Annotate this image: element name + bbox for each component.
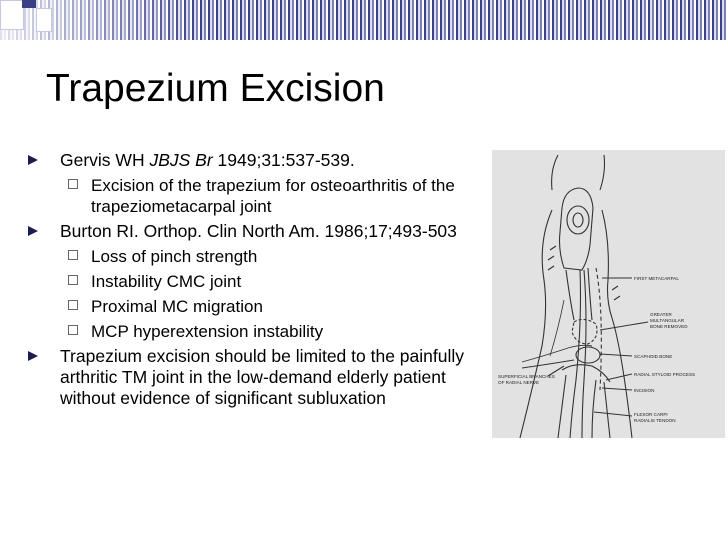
label-superficial-branches: OF RADIAL NERVE: [498, 380, 540, 385]
bullet-triangle-icon: [28, 226, 38, 236]
slide-title: Trapezium Excision: [46, 67, 385, 110]
anatomical-illustration: [492, 150, 725, 438]
sub-bullet-text: Loss of pinch strength: [91, 247, 258, 266]
bullet-item: [28, 221, 490, 242]
bullet-item: [28, 150, 490, 171]
label-radial-styloid: RADIAL STYLOID PROCESS: [634, 372, 696, 377]
bullet-square-icon: [68, 300, 78, 310]
corner-decoration: [22, 0, 36, 8]
label-first-metacarpal: FIRST METACARPAL: [634, 276, 679, 281]
sub-bullet-item: [28, 271, 490, 292]
corner-decoration: [0, 0, 24, 30]
sub-bullet-item: [28, 175, 490, 217]
bullet-triangle-icon: [28, 155, 38, 165]
sub-bullet-item: [28, 246, 490, 267]
citation-journal: JBJS Br: [149, 150, 213, 170]
sub-bullet-item: [28, 321, 490, 342]
label-flexor-carpi: FLEXOR CARPI: [634, 412, 668, 417]
label-incision: INCISION: [634, 388, 655, 393]
bullet-square-icon: [68, 275, 78, 285]
bullet-square-icon: [68, 325, 78, 335]
sub-bullet-text: Proximal MC migration: [91, 297, 263, 316]
label-scaphoid: SCAPHOID BONE: [634, 354, 673, 359]
hand-wrist-drawing: [492, 150, 725, 438]
label-greater-multangular: GREATER: [650, 312, 672, 317]
label-greater-multangular: MULTANGULAR: [650, 318, 685, 323]
sub-bullet-text: MCP hyperextension instability: [91, 322, 324, 341]
citation-author: Gervis WH: [60, 150, 150, 170]
sub-bullet-text: Excision of the trapezium for osteoarthritis of the trapeziometacarpal joint: [91, 176, 455, 216]
label-greater-multangular: BONE REMOVED: [650, 324, 688, 329]
corner-decoration: [36, 8, 52, 32]
bullet-text: Trapezium excision should be limited to the painfully arthritic TM joint in the low-demand elderly patient without evidence of significant subluxation: [60, 346, 465, 408]
label-superficial-branches: SUPERFICIAL BRANCHES: [498, 374, 555, 379]
sub-bullet-item: [28, 296, 490, 317]
bullet-list: [28, 150, 490, 413]
bullet-text: Burton RI. Orthop. Clin North Am. 1986;17;493-503: [60, 221, 457, 241]
bullet-triangle-icon: [28, 351, 38, 361]
bullet-square-icon: [68, 179, 78, 189]
bullet-item: [28, 346, 490, 409]
label-flexor-carpi: RADIALIS TENDON: [634, 418, 676, 423]
bullet-square-icon: [68, 250, 78, 260]
citation-details: 1949;31:537-539.: [212, 150, 355, 170]
sub-bullet-text: Instability CMC joint: [91, 272, 242, 291]
